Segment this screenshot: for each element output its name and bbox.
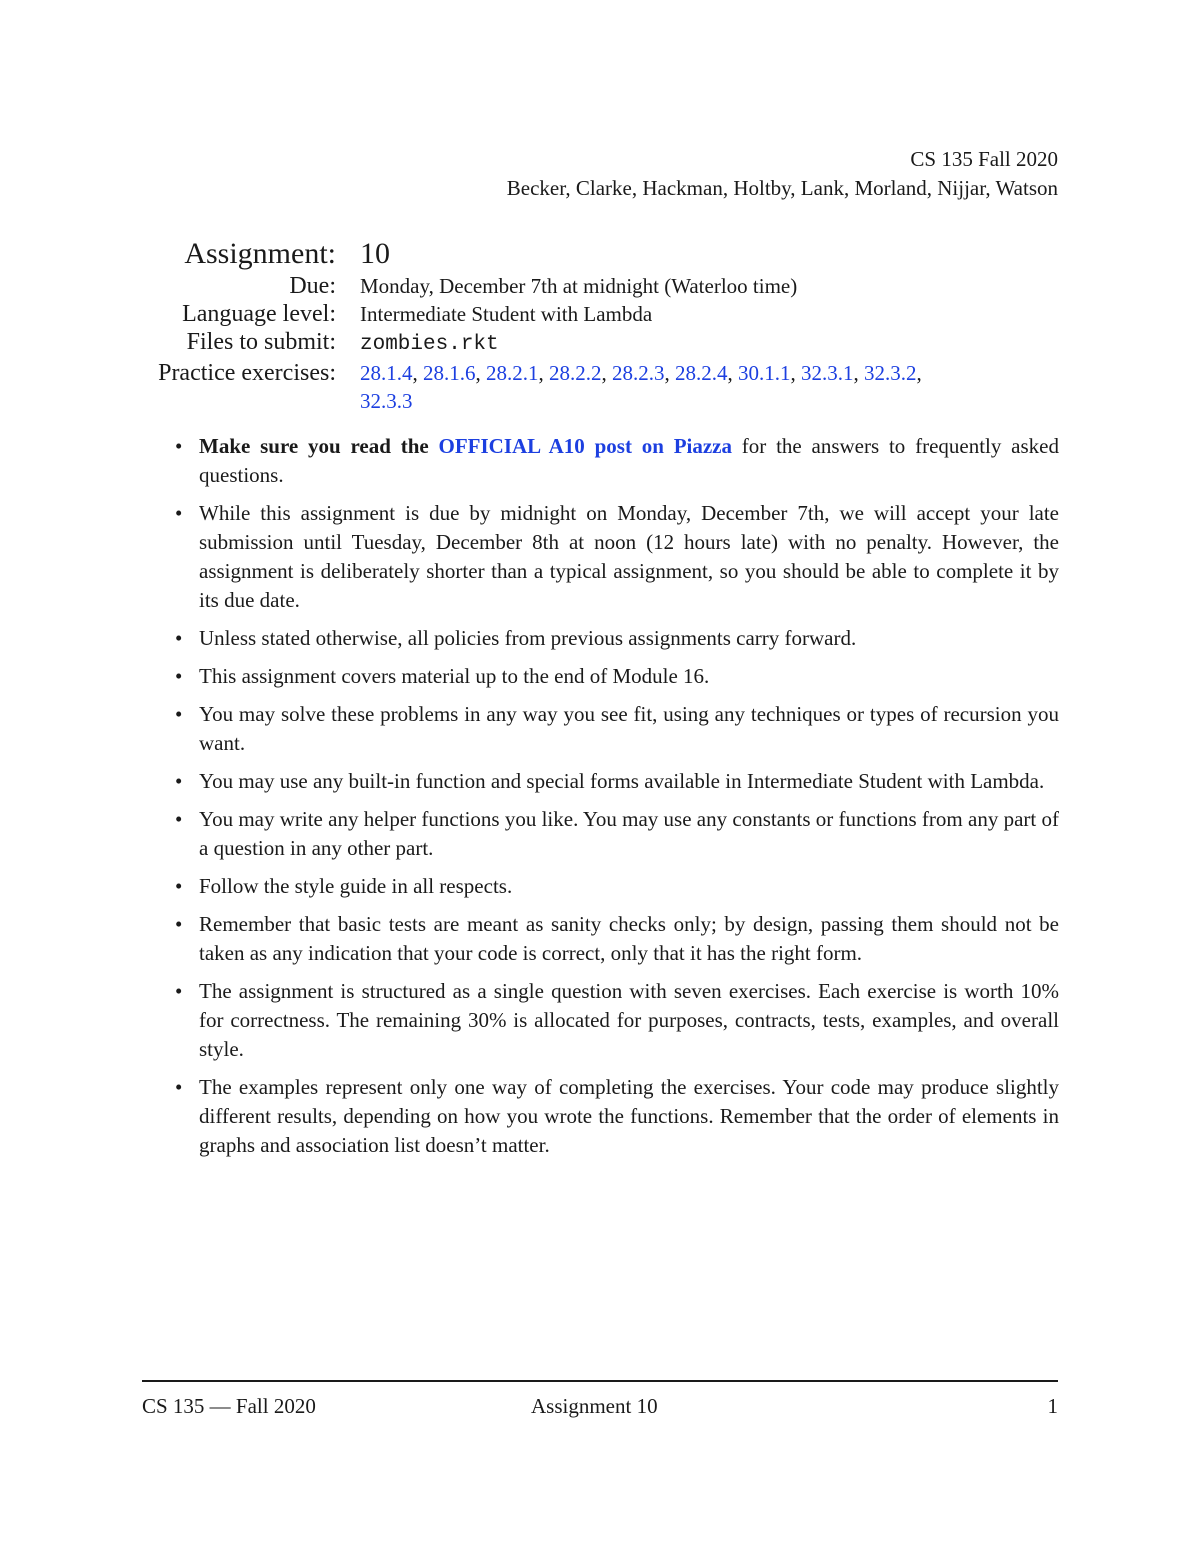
bullet-marker: • xyxy=(175,979,183,1003)
assignment-number: 10 xyxy=(360,237,390,270)
practice-link-32-3-2[interactable]: 32.3.2 xyxy=(864,361,917,385)
piazza-notice-rest: for the answers to frequently asked questions. xyxy=(199,434,1059,487)
bullet-marker: • xyxy=(175,807,183,831)
bullet-marker: • xyxy=(175,434,183,458)
separator: , xyxy=(727,361,738,385)
list-item xyxy=(175,910,1059,968)
list-item-text: While this assignment is due by midnight on Monday, December 7th, we will accept your late submission until Tuesday, December 8th at noon (12 hours late) with no penalty. However, the assignment is deliberately shorter than a typical assignment, so you should be able to complete it by its due date. xyxy=(199,501,1059,612)
footer-divider xyxy=(142,1380,1058,1382)
practice-row xyxy=(100,359,1080,415)
list-item xyxy=(175,499,1059,615)
list-item xyxy=(175,805,1059,863)
assignment-info-table xyxy=(100,236,1080,415)
practice-link-28-1-4[interactable]: 28.1.4 xyxy=(360,361,413,385)
list-item xyxy=(175,977,1059,1064)
practice-link-32-3-3[interactable]: 32.3.3 xyxy=(360,389,413,413)
list-item xyxy=(175,662,1059,691)
due-row xyxy=(100,272,1080,300)
due-value: Monday, December 7th at midnight (Waterloo time) xyxy=(360,274,798,298)
list-item xyxy=(175,767,1059,796)
piazza-notice-text: Make sure you read the xyxy=(199,434,439,458)
practice-exercise-list xyxy=(360,359,1080,415)
instructions-list xyxy=(175,432,1059,1169)
language-row xyxy=(100,300,1080,328)
list-item-text: This assignment covers material up to the end of Module 16. xyxy=(199,664,710,688)
practice-link-28-1-6[interactable]: 28.1.6 xyxy=(423,361,476,385)
list-item-text: You may use any built-in function and special forms available in Intermediate Student with Lambda. xyxy=(199,769,1045,793)
language-value: Intermediate Student with Lambda xyxy=(360,302,653,326)
list-item-text: Follow the style guide in all respects. xyxy=(199,874,513,898)
practice-label: Practice exercises: xyxy=(158,360,336,386)
practice-link-32-3-1[interactable]: 32.3.1 xyxy=(801,361,854,385)
separator: , xyxy=(916,361,922,385)
list-item-text: Unless stated otherwise, all policies from previous assignments carry forward. xyxy=(199,626,857,650)
language-label: Language level: xyxy=(182,301,336,327)
files-row xyxy=(100,328,1080,359)
bullet-marker: • xyxy=(175,664,183,688)
footer-assignment: Assignment 10 xyxy=(531,1394,658,1418)
separator: , xyxy=(664,361,675,385)
author-list: Becker, Clarke, Hackman, Holtby, Lank, Morland, Nijjar, Watson xyxy=(506,176,1058,200)
assignment-label: Assignment: xyxy=(184,237,336,270)
bullet-marker: • xyxy=(175,769,183,793)
list-item xyxy=(175,700,1059,758)
list-item-text: You may solve these problems in any way you see fit, using any techniques or types of recursion you want. xyxy=(199,702,1059,755)
list-item-text: The assignment is structured as a single question with seven exercises. Each exercise is worth 10% for correctness. The remaining 30% is allocated for purposes, contracts, tests, examples, and overall style. xyxy=(199,979,1059,1061)
page-number: 1 xyxy=(1047,1394,1058,1418)
bullet-marker: • xyxy=(175,626,183,650)
footer-course: CS 135 — Fall 2020 xyxy=(142,1394,316,1418)
bullet-marker: • xyxy=(175,1075,183,1099)
separator: , xyxy=(790,361,801,385)
separator: , xyxy=(412,361,423,385)
list-item xyxy=(175,872,1059,901)
separator: , xyxy=(475,361,486,385)
files-value: zombies.rkt xyxy=(360,333,499,356)
separator: , xyxy=(853,361,864,385)
list-item xyxy=(175,624,1059,653)
separator: , xyxy=(538,361,549,385)
list-item-text: Remember that basic tests are meant as sanity checks only; by design, passing them should not be taken as any indication that your code is correct, only that it has the right form. xyxy=(199,912,1059,965)
piazza-post-link[interactable]: OFFICIAL A10 post on Piazza xyxy=(438,434,733,458)
practice-link-28-2-4[interactable]: 28.2.4 xyxy=(675,361,728,385)
list-item-text: You may write any helper functions you like. You may use any constants or functions from any part of a question in any other part. xyxy=(199,807,1059,860)
practice-link-28-2-2[interactable]: 28.2.2 xyxy=(549,361,602,385)
list-item-text: The examples represent only one way of completing the exercises. Your code may produce slightly different results, depending on how you wrote the functions. Remember that the order of elements in graphs and association list doesn’t matter. xyxy=(199,1075,1059,1157)
list-item xyxy=(175,1073,1059,1160)
practice-link-30-1-1[interactable]: 30.1.1 xyxy=(738,361,791,385)
bullet-marker: • xyxy=(175,501,183,525)
bullet-marker: • xyxy=(175,874,183,898)
assignment-row xyxy=(100,236,1080,272)
practice-link-28-2-3[interactable]: 28.2.3 xyxy=(612,361,665,385)
bullet-marker: • xyxy=(175,912,183,936)
course-title: CS 135 Fall 2020 xyxy=(910,147,1058,171)
due-label: Due: xyxy=(289,273,336,299)
files-label: Files to submit: xyxy=(186,329,336,355)
separator: , xyxy=(601,361,612,385)
list-item xyxy=(175,432,1059,490)
practice-link-28-2-1[interactable]: 28.2.1 xyxy=(486,361,539,385)
bullet-marker: • xyxy=(175,702,183,726)
